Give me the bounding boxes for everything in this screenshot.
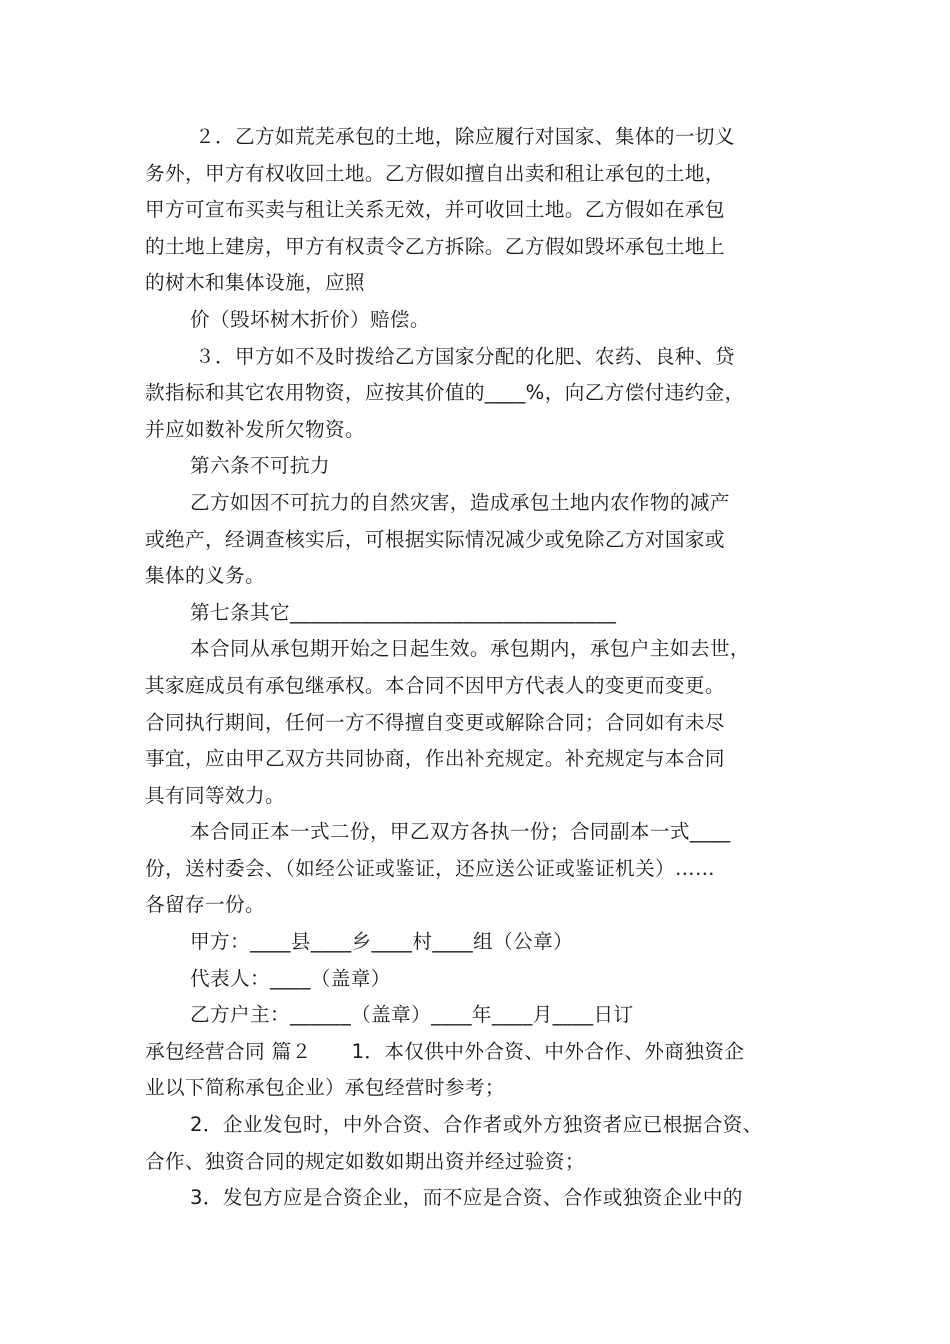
paragraph-line: 或绝产，经调查核实后，可根据实际情况减少或免除乙方对国家或	[145, 527, 725, 551]
paragraph-line: 业以下简称承包企业）承包经营时参考；	[145, 1076, 505, 1100]
paragraph-line: 份，送村委会、（如经公证或鉴证，还应送公证或鉴证机关）……	[145, 856, 716, 880]
signature-line: 代表人：____（盖章）	[190, 966, 391, 990]
paragraph-line: 合同执行期间，任何一方不得擅自变更或解除合同；合同如有未尽	[145, 710, 725, 734]
paragraph-line: ２．乙方如荒芜承包的土地，除应履行对国家、集体的一切义	[195, 125, 735, 148]
paragraph-line: 本合同从承包期开始之日起生效。承包期内，承包户主如去世，	[190, 637, 750, 661]
paragraph-line: 合作、独资合同的规定如数如期出资并经过验资；	[145, 1149, 585, 1173]
paragraph-line: 价（毁坏树木折价）赔偿。	[190, 307, 430, 331]
section-heading: 第六条不可抗力	[190, 454, 330, 478]
paragraph-line: ３．甲方如不及时拨给乙方国家分配的化肥、农药、良种、贷	[195, 344, 735, 368]
paragraph-line: 事宜，应由甲乙双方共同协商，作出补充规定。补充规定与本合同	[145, 747, 725, 771]
signature-line: 甲方：____县____乡____村____组（公章）	[190, 930, 574, 954]
paragraph-line: 2．企业发包时，中外合资、合作者或外方独资者应已根据合资、	[190, 1113, 763, 1137]
paragraph-line: 集体的义务。	[145, 564, 265, 588]
document-body	[145, 119, 810, 1217]
paragraph-line: 3．发包方应是合资企业，而不应是合资、合作或独资企业中的	[190, 1186, 743, 1210]
paragraph-line: 具有同等效力。	[145, 783, 285, 807]
paragraph-line: 并应如数补发所欠物资。	[145, 417, 365, 441]
signature-line: 乙方户主：______（盖章）____年____月____日订	[190, 1003, 634, 1027]
paragraph-line: 本合同正本一式二份，甲乙双方各执一份；合同副本一式____	[190, 820, 731, 844]
paragraph-line: 承包经营合同 篇２ 1．本仅供中外合资、中外合作、外商独资企	[145, 1039, 745, 1063]
paragraph-line: 乙方如因不可抗力的自然灾害，造成承包土地内农作物的减产	[190, 490, 730, 514]
paragraph-line: 务外，甲方有权收回土地。乙方假如擅自出卖和租让承包的土地，	[145, 161, 725, 185]
paragraph-line: 的树木和集体设施，应照	[145, 271, 365, 295]
section-heading: 第七条其它________________________________	[190, 600, 617, 624]
paragraph-line: 其家庭成员有承包继承权。本合同不因甲方代表人的变更而变更。	[145, 673, 725, 697]
paragraph-line: 甲方可宣布买卖与租让关系无效，并可收回土地。乙方假如在承包	[145, 198, 725, 222]
paragraph-line: 各留存一份。	[145, 893, 265, 917]
paragraph-line: 款指标和其它农用物资，应按其价值的____%，向乙方偿付违约金，	[145, 381, 745, 405]
paragraph-line: 的土地上建房，甲方有权责令乙方拆除。乙方假如毁坏承包土地上	[145, 234, 725, 258]
